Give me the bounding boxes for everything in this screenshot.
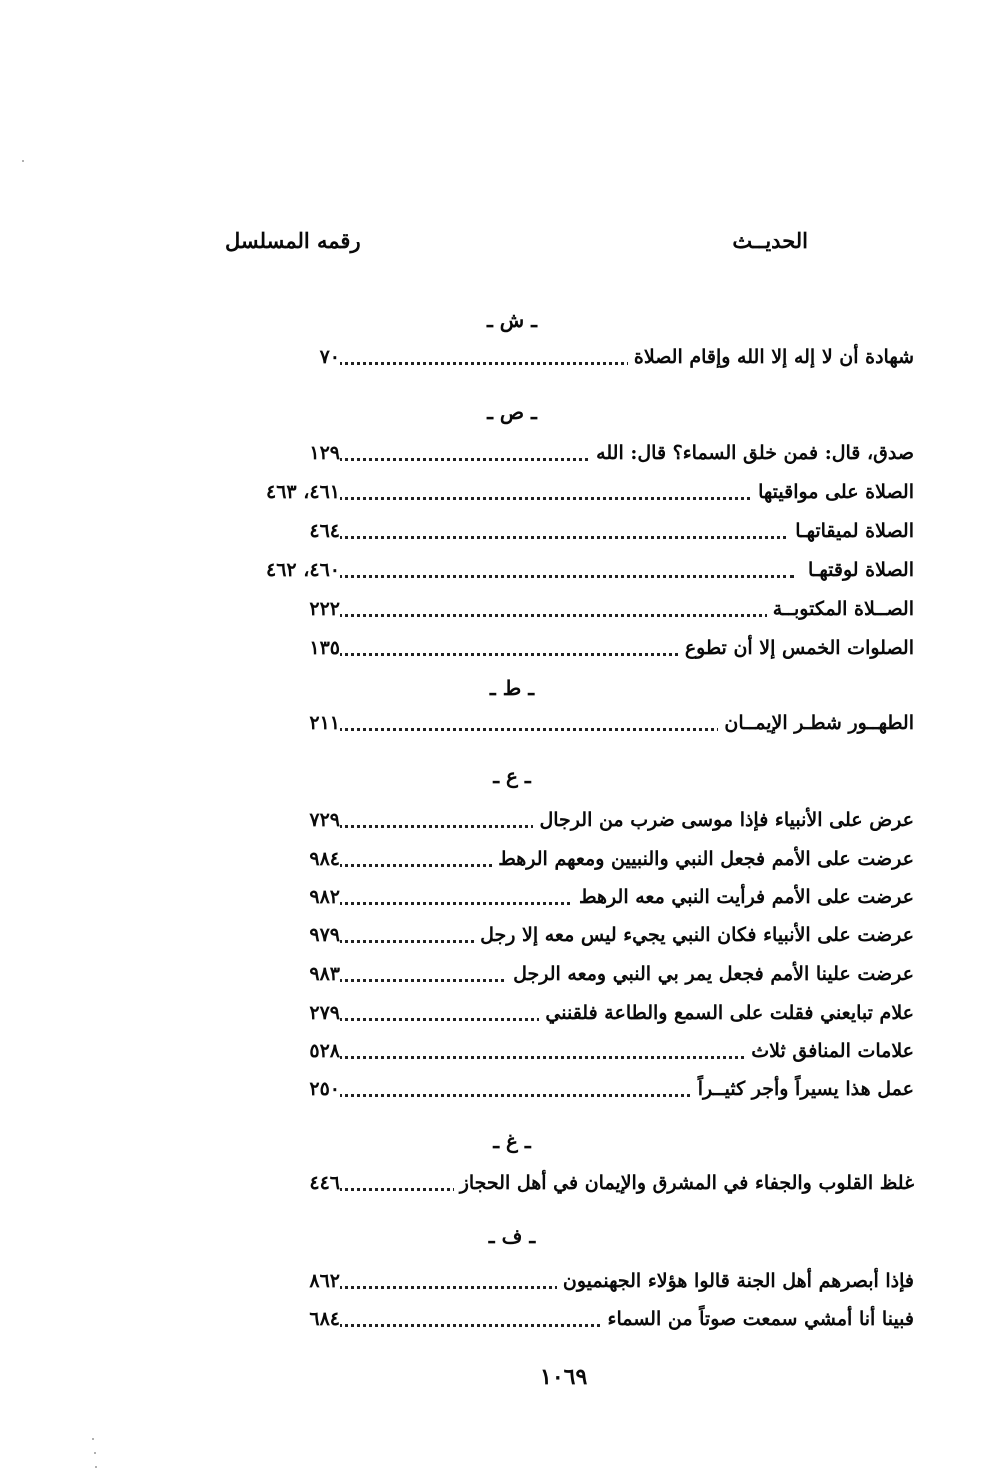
index-entry bbox=[0, 553, 994, 587]
serial-number: ٤٦١، ٤٦٣ bbox=[250, 475, 340, 509]
serial-number: ٢١١ bbox=[250, 706, 340, 740]
index-entry bbox=[0, 475, 994, 509]
index-entry bbox=[0, 996, 994, 1030]
dot-leader bbox=[338, 614, 794, 617]
index-entry bbox=[0, 706, 994, 740]
serial-number: ٩٨٤ bbox=[250, 842, 340, 876]
scan-speck bbox=[92, 1438, 94, 1440]
hadith-text: الصلاة لميقاتهـا bbox=[789, 514, 914, 548]
hadith-text: عرضت علينا الأمم فجعل يمر بي النبي ومعه الرجل bbox=[507, 957, 914, 991]
dot-leader bbox=[338, 575, 794, 578]
serial-number: ٤٦٠، ٤٦٢ bbox=[250, 553, 340, 587]
serial-number: ٩٨٢ bbox=[250, 880, 340, 914]
hadith-text: غلظ القلوب والجفاء في المشرق والإيمان في أهل الحجاز bbox=[454, 1166, 914, 1200]
hadith-text: الصلاة على مواقيتها bbox=[752, 475, 914, 509]
index-entry bbox=[0, 1302, 994, 1336]
hadith-text: عرضت على الأمم فرأيت النبي معه الرهط bbox=[573, 880, 914, 914]
index-entry bbox=[0, 880, 994, 914]
hadith-text: عرضت على الأمم فجعل النبي والنبيين ومعهم الرهط bbox=[492, 842, 914, 876]
dot-leader bbox=[338, 536, 794, 539]
serial-number: ٧٠ bbox=[250, 340, 340, 374]
serial-number: ٢٢٢ bbox=[250, 592, 340, 626]
serial-number: ٨٦٢ bbox=[250, 1264, 340, 1298]
hadith-text: فبينا أنا أمشي سمعت صوتاً من السماء bbox=[602, 1302, 914, 1336]
index-entry bbox=[0, 842, 994, 876]
hadith-text: علام تبايعني فقلت على السمع والطاعة فلقنني bbox=[539, 996, 914, 1030]
dot-leader bbox=[338, 497, 794, 500]
index-entry bbox=[0, 1072, 994, 1106]
index-entry bbox=[0, 514, 994, 548]
hadith-text: الصلاة لوقتهـا bbox=[802, 553, 914, 587]
index-entry bbox=[0, 957, 994, 991]
hadith-text: صدق، قال: فمن خلق السماء؟ قال: الله bbox=[590, 436, 914, 470]
serial-number: ٩٧٩ bbox=[250, 918, 340, 952]
scan-speck bbox=[22, 160, 24, 162]
serial-number: ٤٤٦ bbox=[250, 1166, 340, 1200]
serial-number: ٥٢٨ bbox=[250, 1034, 340, 1068]
serial-number: ١٢٩ bbox=[250, 436, 340, 470]
serial-number: ١٣٥ bbox=[250, 631, 340, 665]
serial-number-column-header: رقمه المسلسل bbox=[225, 228, 361, 253]
serial-number: ٤٦٤ bbox=[250, 514, 340, 548]
index-page: الحديــث رقمه المسلسل ـ ش ـ شهادة أن لا إله إلا الله وإقام الصلاة ٧٠ ـ ص ـ صدق، قال: فمن خلق السماء؟ قال: الله ١٢٩ الصلاة على مواقيتها ٤٦١، ٤٦٣ الصلاة لميقاتهـا ٤٦٤ الصلاة لوقتهـا ٤٦٠، ٤٦٢ الصــلاة المكتوبــة ٢٢٢ الصلوات الخمس إلا أن تطوع ١٣٥ ـ ط ـ الطهــور شطـر الإيمــان ٢١١ ـ ع ـ عرض على الأنبياء فإذا موسى ضرب من الرجال ٧٢٩ عرضت على الأمم فجعل النبي والنبيين ومعهم الرهط ٩٨٤ عرضت على الأمم فرأيت النبي معه الرهط ٩٨٢ عرضت على الأنبياء فكان النبي يجيء ليس معه إلا رجل ٩٧٩ عرضت علينا الأمم فجعل يمر بي النبي ومعه الرجل ٩٨٣ علام تبايعني فقلت على السمع والطاعة فلقنني ٢٧٩ علامات المنافق ثلاث ٥٢٨ عمل هذا يسيراً وأجر كثيــراً ٢٥٠ ـ غ ـ غلظ القلوب والجفاء في المشرق والإيمان في أهل الحجاز ٤٤٦ ـ ف ـ فإذا أبصرهم أهل الجنة قالوا هؤلاء الجهنميون ٨٦٢ فبينا أنا أمشي سمعت صوتاً من السماء ٦٨٤ ١٠٦٩ bbox=[0, 0, 994, 1482]
hadith-column-header: الحديــث bbox=[732, 228, 808, 253]
serial-number: ٩٨٣ bbox=[250, 957, 340, 991]
hadith-text: الطهــور شطـر الإيمــان bbox=[718, 706, 914, 740]
index-entry bbox=[0, 803, 994, 837]
hadith-text: عرض على الأنبياء فإذا موسى ضرب من الرجال bbox=[533, 803, 914, 837]
page-number: ١٠٦٩ bbox=[540, 1364, 588, 1390]
index-entry bbox=[0, 1264, 994, 1298]
hadith-text: الصــلاة المكتوبــة bbox=[767, 592, 914, 626]
serial-number: ٧٢٩ bbox=[250, 803, 340, 837]
serial-number: ٦٨٤ bbox=[250, 1302, 340, 1336]
dot-leader bbox=[338, 1056, 794, 1059]
index-entry bbox=[0, 631, 994, 665]
hadith-text: عرضت على الأنبياء فكان النبي يجيء ليس معه إلا رجل bbox=[474, 918, 914, 952]
scan-speck bbox=[95, 1466, 97, 1468]
index-entry bbox=[0, 340, 994, 374]
scan-speck bbox=[94, 1452, 96, 1454]
serial-number: ٢٥٠ bbox=[250, 1072, 340, 1106]
index-entry bbox=[0, 592, 994, 626]
index-entry bbox=[0, 436, 994, 470]
hadith-text: علامات المنافق ثلاث bbox=[745, 1034, 914, 1068]
hadith-text: شهادة أن لا إله إلا الله وإقام الصلاة bbox=[628, 340, 914, 374]
index-entry bbox=[0, 1034, 994, 1068]
hadith-text: عمل هذا يسيراً وأجر كثيــراً bbox=[692, 1072, 914, 1106]
index-entry bbox=[0, 918, 994, 952]
hadith-text: فإذا أبصرهم أهل الجنة قالوا هؤلاء الجهنميون bbox=[557, 1264, 914, 1298]
serial-number: ٢٧٩ bbox=[250, 996, 340, 1030]
index-entry bbox=[0, 1166, 994, 1200]
hadith-text: الصلوات الخمس إلا أن تطوع bbox=[679, 631, 914, 665]
